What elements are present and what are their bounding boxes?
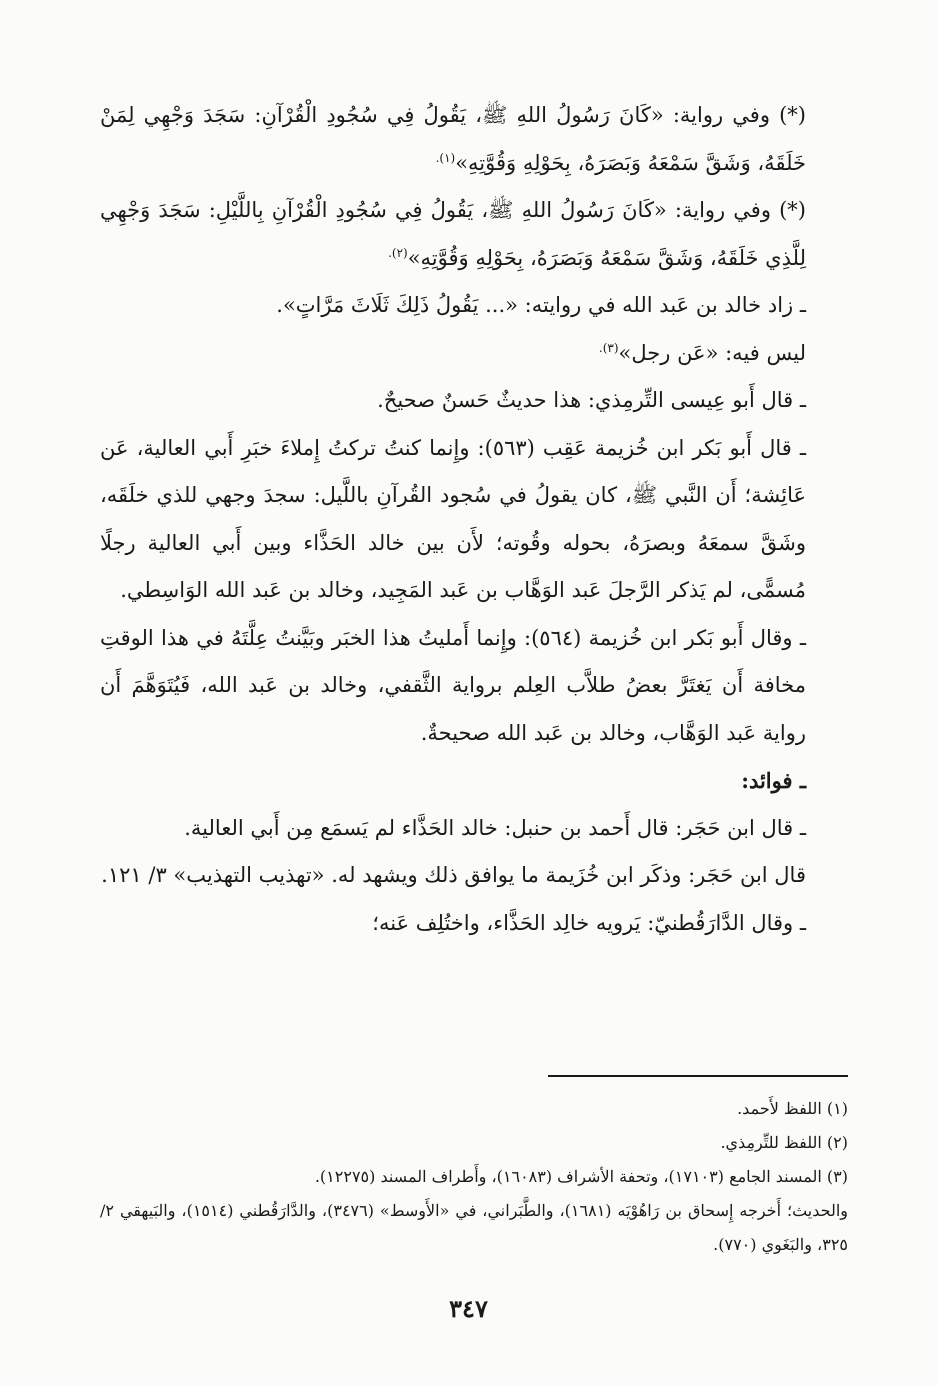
paragraph-7 <box>100 615 848 758</box>
footnote-marker-2: (٢). <box>388 245 408 260</box>
paragraph-2 <box>100 187 848 282</box>
paragraph-10-text: قال ابن حَجَر: وذكَر ابن خُزَيمة ما يوافق ذلك ويشهد له. «تهذيب التهذيب» ٣/ ١٢١. <box>101 863 806 887</box>
paragraph-11-text: ـ وقال الدَّارَقُطنيّ: يَرويه خالِد الحَذَّاء، واختُلِف عَنه؛ <box>372 910 806 935</box>
footnote-marker-3: (٣). <box>598 340 619 355</box>
footnote-separator <box>548 1075 848 1077</box>
paragraph-1 <box>100 92 848 187</box>
paragraph-5-text: ـ قال أَبو عِيسى التِّرمِذي: هذا حديثٌ حَسنٌ صحيحٌ. <box>377 388 806 412</box>
page-number: ٣٤٧ <box>449 1294 488 1323</box>
paragraph-2-text: (*) وفي رواية: «كَانَ رَسُولُ اللهِ ﷺ، يَقُولُ فِي سُجُودِ الْقُرْآنِ بِاللَّيْلِ: سَجَدَ وَجْهِي لِلَّذِي خَلَقَهُ، وَشَقَّ سَمْعَهُ وَبَصَرَهُ، بِحَوْلِهِ وَقُوَّتِهِ» <box>100 198 806 270</box>
paragraph-3-text: ـ زاد خالد بن عَبد الله في روايته: «... يَقُولُ ذَلِكَ ثَلَاثَ مَرَّاتٍ». <box>276 293 806 317</box>
paragraph-6 <box>100 425 848 615</box>
footnote-3: (٣) المسند الجامع (١٧١٠٣)، وتحفة الأشراف (١٦٠٨٣)، وأَطراف المسند (١٢٢٧٥). <box>314 1167 848 1186</box>
footnote-marker-1: (١). <box>435 150 456 165</box>
paragraph-9-text: ـ قال ابن حَجَر: قال أَحمد بن حنبل: خالد الحَذَّاء لم يَسمَع مِن أَبي العالية. <box>184 815 806 840</box>
paragraph-6-text: ـ قال أَبو بَكر ابن خُزيمة عَقِب (٥٦٣): وإِنما كنتُ تركتُ إِملاءَ خبَرِ أَبي العالية، عَن عَائِشة؛ أَن النَّبي ﷺ، كان يقولُ في سُجود القُرآنِ باللَّيل: سجدَ وجهي للذي خلَقَه، وشَقَّ سمعَهُ وبصرَهُ، بحوله وقُوته؛ لأَن بين خالد الحَذَّاء وبين أَبي العالية رجلًا مُسمًّى، لم يَذكر الرَّجلَ عَبد الوَهَّاب بن عَبد المَجِيد، وخالد بن عَبد الله الوَاسِطي. <box>100 435 806 602</box>
paragraph-3 <box>100 282 848 330</box>
section-heading-text: ـ فوائد: <box>741 768 806 793</box>
paragraph-11 <box>100 900 848 948</box>
paragraph-9 <box>100 805 848 853</box>
main-text <box>100 92 848 947</box>
footnote-3-continued: والحديث؛ أَخرجه إِسحاق بن رَاهُوْيَه (١٦٨١)، والطَّبَراني، في «الأَوسط» (٣٤٧٦)، والدَّارَقُطني (١٥١٤)، والبَيهقي ٢/ ٣٢٥، والبَغَوي (٧٧٠). <box>100 1201 849 1254</box>
paragraph-1-text: (*) وفي رواية: «كَانَ رَسُولُ اللهِ ﷺ، يَقُولُ فِي سُجُودِ الْقُرْآنِ: سَجَدَ وَجْهِي لِمَنْ خَلَقَهُ، وَشَقَّ سَمْعَهُ وَبَصَرَهُ، بِحَوْلِهِ وَقُوَّتِهِ» <box>100 103 806 175</box>
footnote-2: (٢) اللفظ للتِّرمِذي. <box>720 1133 848 1152</box>
footnotes <box>100 1092 848 1262</box>
paragraph-10 <box>100 852 848 900</box>
paragraph-4 <box>100 330 848 378</box>
paragraph-4-text: ليس فيه: «عَن رجل» <box>618 340 806 365</box>
paragraph-7-text: ـ وقال أَبو بَكر ابن خُزيمة (٥٦٤): وإِنما أَمليتُ هذا الخبَر وبَيَّنتُ عِلَّتَهُ في هذا الوقتِ مخافة أَن يَغتَرَّ بعضُ طلاَّب العِلم برواية الثَّقفي، وخالد بن عَبد الله، فَيُتَوَهَّمَ أَن رواية عَبد الوَهَّاب، وخالد بن عَبد الله صحيحةٌ. <box>100 625 806 745</box>
footnote-1: (١) اللفظ لأَحمد. <box>737 1099 848 1118</box>
section-heading <box>100 757 848 805</box>
paragraph-5 <box>100 377 848 425</box>
